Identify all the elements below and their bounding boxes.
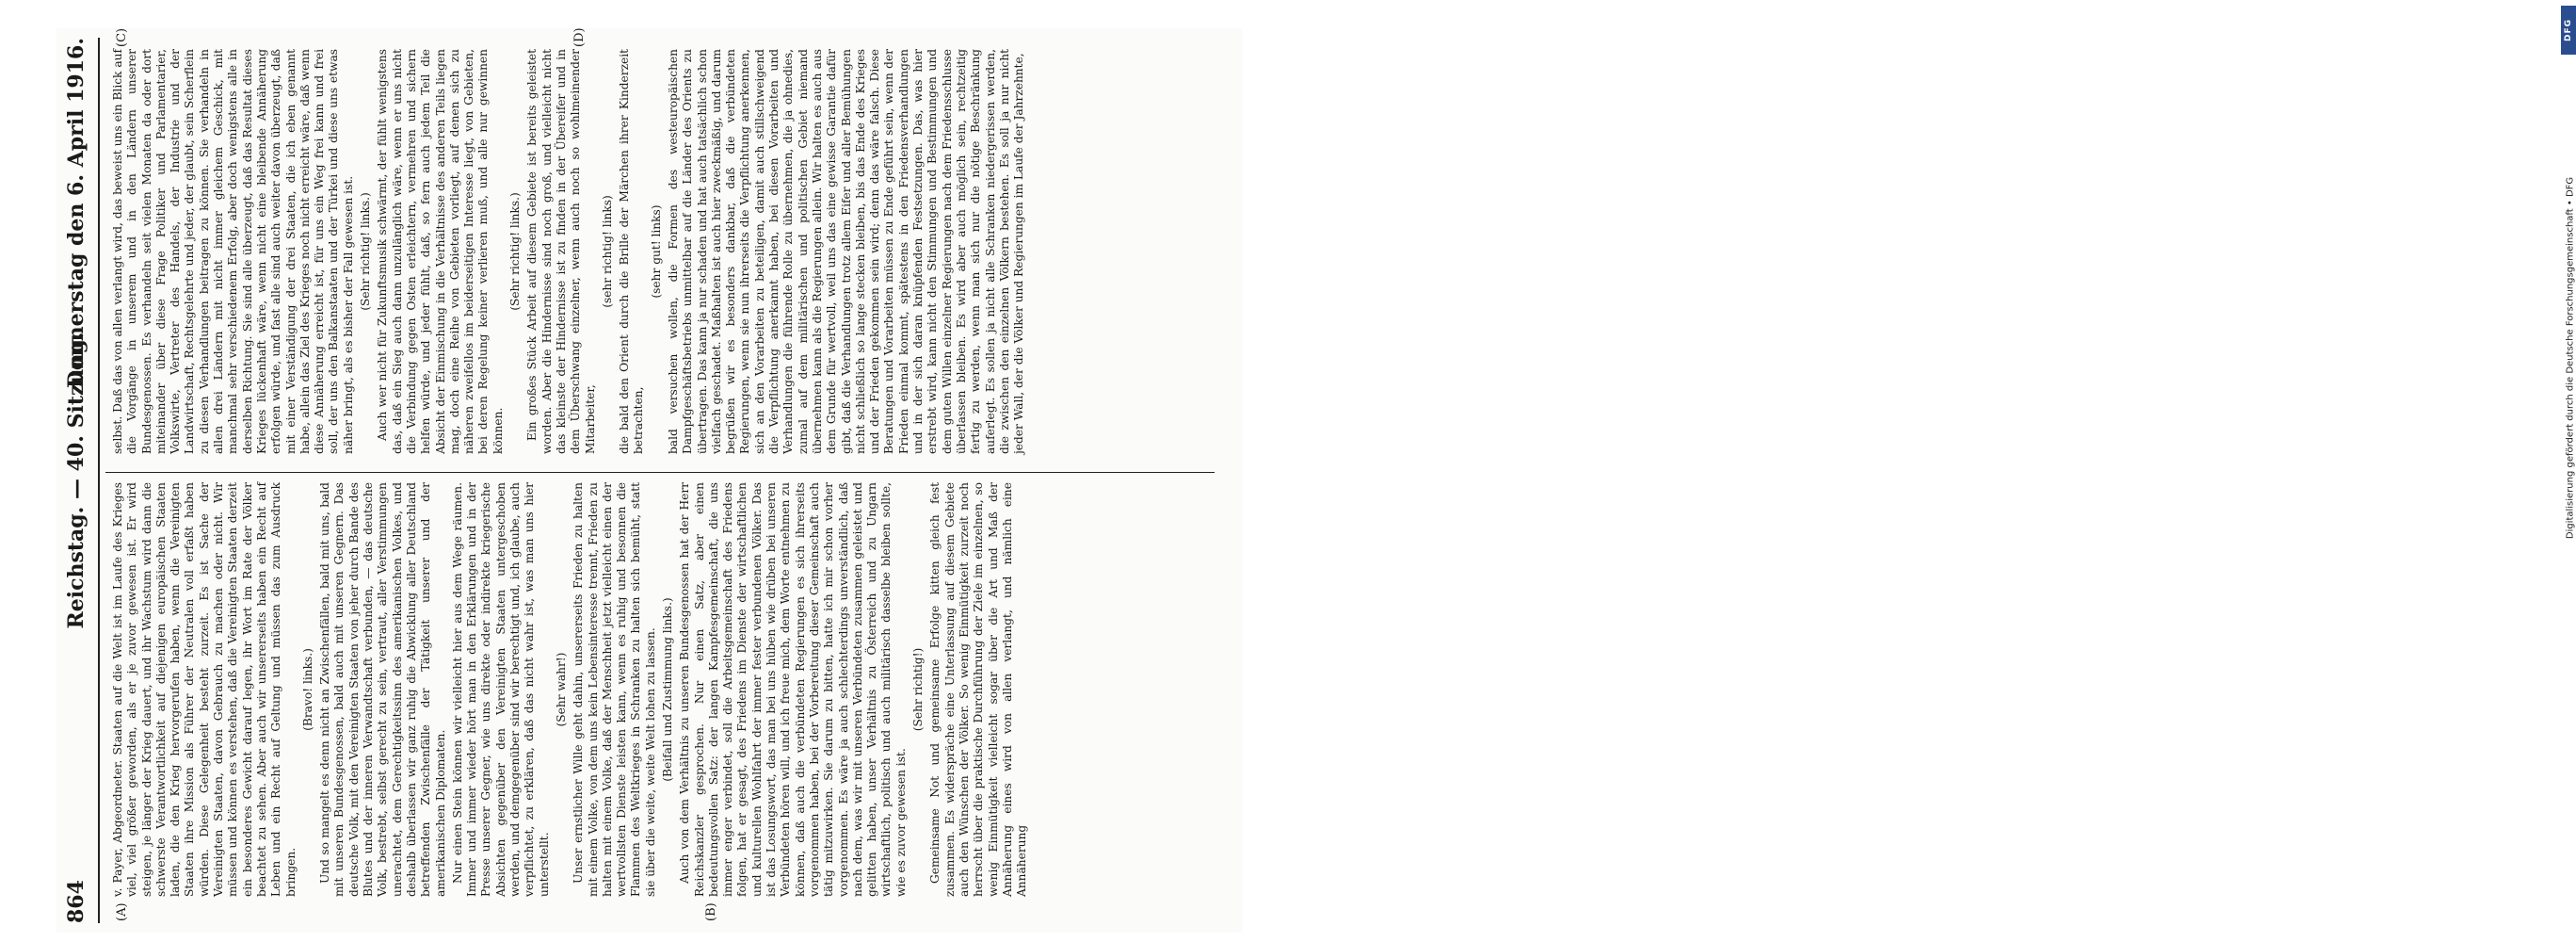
paragraph: selbst. Daß das von allen verlangt wird, das beweist uns ein Blick auf die Vorgänge in unserem und in den Ländern unserer Bundesgenossen. Es verhandeln seit vielen Monaten da oder dort miteinander über diese Frage Politiker und Parlamentarier, Volkswirte, Vertreter des Handels, der Industrie und der Landwirtschaft, Rechtsgelehrte und jeder, der glaubt, sein Scherflein zu diesen Verhandlungen beitragen zu können. Sie verhandeln in allen drei Ländern mit nicht immer gleichem Geschick, mit manchmal sehr verschiedenem Erfolg, aber doch wenigstens alle in derselben Richtung. Sie sind alle überzeugt, daß das Resultat dieses Krieges lückenhaft wäre, wenn nicht eine bleibende Annäherung erfolgen würde, und fast alle sind auch weiter davon überzeugt, daß mit einer Verständigung der drei Staaten, die ich eben genannt habe, allein das Ziel des Krieges noch nicht erreicht wäre, daß wenn diese Annäherung erreicht ist, für uns ein Weg frei kann und frei soll, der uns den Balkanstaaten und der Türkei und diese uns etwas näher bringt, als es bisher der Fall gewesen ist. xyxy=(111,49,355,454)
paragraph: die bald den Orient durch die Brille der Märchen ihrer Kinderzeit betrachten, xyxy=(618,49,646,454)
paragraph: Auch wer nicht für Zukunftsmusik schwärmt, der fühlt wenigstens das, daß ein Sieg auch dann unzulänglich wäre, wenn er uns nicht die Verbindung gegen Osten erleichtern, vermehren und sichern helfen würde, und jeder fühlt, daß, so fern auch jedem Teil die Absicht der Einmischung in die Verhältnisse des anderen Teils liegen mag, doch eine Reihe von Gebieten vorliegt, auf denen sich zu näheren zweifellos im beiderseitigen Interesse liegt, von Gebieten, bei deren Regelung keiner verlieren muß, und alle nur gewinnen können. xyxy=(376,49,505,454)
interjection: (Sehr richtig! links.) xyxy=(359,192,373,311)
interjection: (Sehr richtig!) xyxy=(911,647,926,732)
scanned-page xyxy=(56,28,1243,933)
session-date: Donnerstag den 6. April 1916. xyxy=(64,38,89,389)
digitization-note: Digitalisierung gefördert durch die Deutsche Forschungsgemeinschaft • DFG xyxy=(2565,176,2576,540)
page-header xyxy=(64,38,96,923)
dfg-logo: DFG xyxy=(2561,6,2576,55)
page-number: 864 xyxy=(64,880,89,923)
paragraph: bald versuchen wollen, die Formen des westeuropäischen Dampfgeschäftsbetriebs unmittelbar auf die Länder des Orients zu übertragen. Das kann ja nur schaden und hat auch tatsächlich schon vielfach geschadet. Maßhalten ist auch hier zweckmäßig, und darum begrüßen wir es besonders dankbar, daß die verbündeten Regierungen, wenn sie nun ihrerseits die Verpflichtung anerkennen, sich an den Vorarbeiten zu beteiligen, damit auch stillschweigend die Verpflichtung anerkannt haben, bei diesen Vorarbeiten und Verhandlungen die führende Rolle zu übernehmen, die ja ohnedies, zumal auf dem militärischen und politischen Gebiet niemand übernehmen kann als die Regierungen allein. Wir halten es auch aus dem Grunde für wertvoll, weil uns das eine gewisse Garantie dafür gibt, daß die Verhandlungen trotz allem Eifer und aller Bemühungen nicht schließlich so lange stecken bleiben, bis das Ende des Krieges und der Frieden gekommen sein wird; denn das wäre falsch. Diese Beratungen und Vorarbeiten müssen zu Ende geführt sein, wenn der Frieden einmal kommt, spätestens in den Friedensverhandlungen und in der sich daran knüpfenden Festsetzungen. Das, was hier erstrebt wird, kann nicht den Stimmungen und Bestimmungen und dem guten Willen einzelner Regierungen nach dem Friedensschlusse überlassen bleiben. Es wird aber auch möglich sein, rechtzeitig fertig zu werden, wenn man sich nur die nötige Beschränkung auferlegt. Es sollen ja nicht alle Schranken niedergerissen werden, die zwischen den einzelnen Völkern bestehen. Es soll ja nur nicht jeder Wall, der die Völker und Regierungen im Laufe der Jahrzehnte, xyxy=(666,49,1026,454)
interjection: (Bravo! links.) xyxy=(300,648,314,731)
margin-marker-d: (D) xyxy=(572,27,587,47)
paragraph: Gemeinsame Not und gemeinsame Erfolge kitten gleich fest zusammen. Es widerspräche eine Unterlassung auf diesem Gebiete auch den Wünschen der Völker. So wenig Einmütigkeit zurzeit noch herrscht über die praktische Durchführung der Ziele im einzelnen, so wenig Einmütigkeit vielleicht sogar über die Art und Maß der Annäherung eines wird von allen verlangt, und nämlich eine Annäherung xyxy=(928,482,1029,897)
margin-marker-c: (C) xyxy=(115,27,129,47)
digitization-sidebar xyxy=(1279,0,2576,942)
right-column xyxy=(111,49,1224,454)
column-divider xyxy=(105,472,1215,473)
paragraph: v. Payer, Abgeordneter. Staaten auf die Welt ist im Laufe des Krieges viel, viel größer geworden, als er je zuvor gewesen ist. Er wird steigen, je länger der Krieg dauert, und ihr Wachstum wird dann die schwerste Verantwortlichkeit auf diejenigen europäischen Staaten laden, die den Krieg hervorgerufen haben, wenn die Vereinigten Staaten ihre Mission als Führer der Neutralen voll erfaßt haben würden. Diese Gelegenheit besteht zurzeit. Es ist Sache der Vereinigten Staaten, davon Gebrauch zu machen oder nicht. Wir müssen und können es verstehen, daß die Vereinigten Staaten derzeit ein besonderes Gewicht darauf legen, ihr Wort im Rate der Völker beachtet zu sehen. Aber auch wir unsererseits haben ein Recht auf Leben und ein Recht auf Geltung und müssen das zum Ausdruck bringen. xyxy=(111,482,298,897)
paragraph: Unser ernstlicher Wille geht dahin, unsererseits Frieden zu halten mit einem Volke, von dem uns kein Lebensinteresse trennt, Frieden zu halten mit einem Volke, daß der Menschheit jetzt vielleicht einen der wertvollsten Dienste leisten kann, wenn es ruhig und besonnen die Flammen des Weltkrieges in Schranken zu halten sich bemüht, statt sie über die weite, weite Welt lohen zu lassen. xyxy=(572,482,657,897)
margin-marker-a: (A) xyxy=(115,902,129,921)
left-column xyxy=(111,482,1224,897)
session-title: Reichstag. — 40. Sitzung. xyxy=(64,332,89,629)
header-rule xyxy=(98,38,100,923)
interjection: (sehr richtig! links) xyxy=(600,195,614,308)
interjection: (Beifall und Zustimmung links.) xyxy=(660,597,674,782)
interjection: (Sehr wahr!) xyxy=(554,652,568,727)
interjection: (Sehr richtig! links.) xyxy=(508,192,523,311)
paragraph: Und so mangelt es denn nicht an Zwischenfällen, bald mit uns, bald mit unseren Bundesgenossen, bald auch mit unseren Gegnern. Das deutsche Volk, mit den Vereinigten Staaten von jeher durch Bande des Blutes und der inneren Verwandtschaft verbunden, — das deutsche Volk, bestrebt, selbst gerecht zu sein, vertraut, aller Verstimmungen unerachtet, dem Gerechtigkeitssinn des amerikanischen Volkes, und deshalb überlassen wir ganz ruhig die Abwicklung aller Deutschland betreffenden Zwischenfälle der Tätigkeit unserer und der amerikanischen Diplomaten. xyxy=(318,482,447,897)
paragraph: Ein großes Stück Arbeit auf diesem Gebiete ist bereits geleistet worden. Aber die Hindernisse sind noch groß, und vielleicht nicht das kleinste der Hindernisse ist zu finden in der Übereifer und in dem Überschwang einzelner, wenn auch noch so wohlmeinender Mitarbeiter, xyxy=(525,49,597,454)
interjection: (sehr gut! links) xyxy=(649,204,663,299)
margin-marker-b: (B) xyxy=(704,902,718,921)
paragraph: Nur einen Stein können wir vielleicht hier aus dem Wege räumen. Immer und immer wieder hört man in den Erklärungen und in der Presse unserer Gegner, wie uns direkte oder indirekte kriegerische Absichten gegenüber den Vereinigten Staaten untergeschoben werden, und demgegenüber sind wir berechtigt und, ich glaube, auch verpflichtet, zu erklären, daß das nicht wahr ist, was man uns hier unterstellt. xyxy=(450,482,551,897)
paragraph: Auch von dem Verhältnis zu unseren Bundesgenossen hat der Herr Reichskanzler gesprochen. Nur einen Satz, aber einen bedeutungsvollen Satz: der langen Kampfesgemeinschaft, die uns immer enger verbindet, soll die Arbeitsgemeinschaft des Friedens folgen, hat er gesagt, des Friedens im Dienste der wirtschaftlichen und kulturellen Wohlfahrt der immer fester verbundenen Völker. Das ist das Losungswort, das man bei uns hüben wie drüben bei unseren Verbündeten hören will, und ich freue mich, dem Worte entnehmen zu können, daß auch die verbündeten Regierungen es sich ihrerseits vorgenommen haben, bei der Vorbereitung dieser Gemeinschaft auch tätig mitzuwirken. Sie darum zu bitten, hatte ich mir schon vorher vorgenommen. Es wäre ja auch schlechterdings unverständlich, daß nach dem, was wir mit unseren Verbündeten zusammen geleistet und gelitten haben, unser Verhältnis zu Österreich und zu Ungarn wirtschaftlich, politisch und auch militärisch dasselbe bleiben sollte, wie es zuvor gewesen ist. xyxy=(678,482,908,897)
